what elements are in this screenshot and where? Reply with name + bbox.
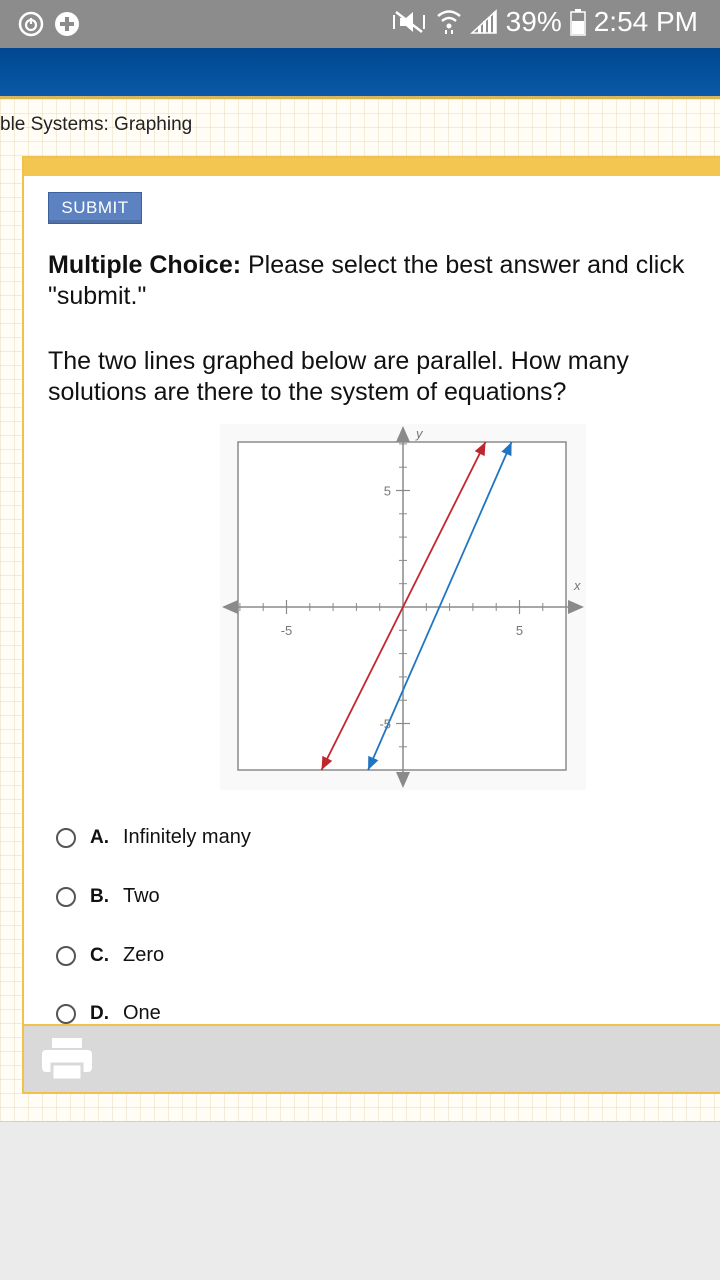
x-axis-label: x	[574, 578, 581, 593]
page-divider	[0, 1121, 720, 1122]
choice-d[interactable]	[56, 1002, 161, 1025]
clock: 2:54 PM	[593, 6, 698, 37]
choice-letter: D.	[90, 1002, 109, 1024]
mute-icon	[392, 9, 428, 35]
battery-icon	[570, 8, 586, 36]
radio-button[interactable]	[56, 887, 76, 907]
print-icon[interactable]	[42, 1036, 92, 1082]
choice-text: Infinitely many	[123, 826, 251, 848]
breadcrumb: ble Systems: Graphing	[0, 114, 193, 135]
radio-button[interactable]	[56, 1004, 76, 1024]
status-bar	[0, 0, 720, 48]
instructions	[48, 250, 718, 312]
submit-button[interactable]: SUBMIT	[48, 192, 142, 224]
y-tick-label: 5	[383, 483, 391, 499]
choice-letter: A.	[90, 826, 109, 848]
x-tick-label: -5	[280, 623, 293, 638]
choice-text: Two	[123, 885, 160, 907]
instruction-label: Multiple Choice:	[48, 251, 242, 279]
choice-letter: B.	[90, 885, 109, 907]
radio-button[interactable]	[56, 828, 76, 848]
wifi-icon	[436, 8, 462, 36]
choice-a[interactable]	[56, 826, 251, 849]
choice-letter: C.	[90, 944, 109, 966]
plus-icon	[54, 11, 80, 37]
instruction-text: Please select the best answer and click "submit."	[48, 251, 685, 310]
card-header-strip	[24, 158, 720, 176]
plot-frame	[238, 442, 566, 770]
coordinate-graph	[220, 424, 586, 790]
signal-icon	[470, 9, 498, 35]
choice-b[interactable]	[56, 885, 160, 908]
app-header-bar	[0, 48, 720, 99]
power-icon	[18, 11, 44, 37]
y-axis-label: y	[416, 426, 423, 441]
card-footer	[24, 1024, 720, 1092]
y-tick-label: -5	[379, 716, 391, 732]
question-text: The two lines graphed below are parallel. How many solutions are there to the system of equations?	[48, 347, 629, 406]
choice-c[interactable]	[56, 944, 164, 967]
choice-text: One	[123, 1002, 161, 1024]
x-tick-label: 5	[515, 623, 524, 638]
question-card	[22, 156, 720, 1094]
radio-button[interactable]	[56, 946, 76, 966]
choice-text: Zero	[123, 944, 165, 966]
battery-percent: 39%	[505, 6, 562, 37]
